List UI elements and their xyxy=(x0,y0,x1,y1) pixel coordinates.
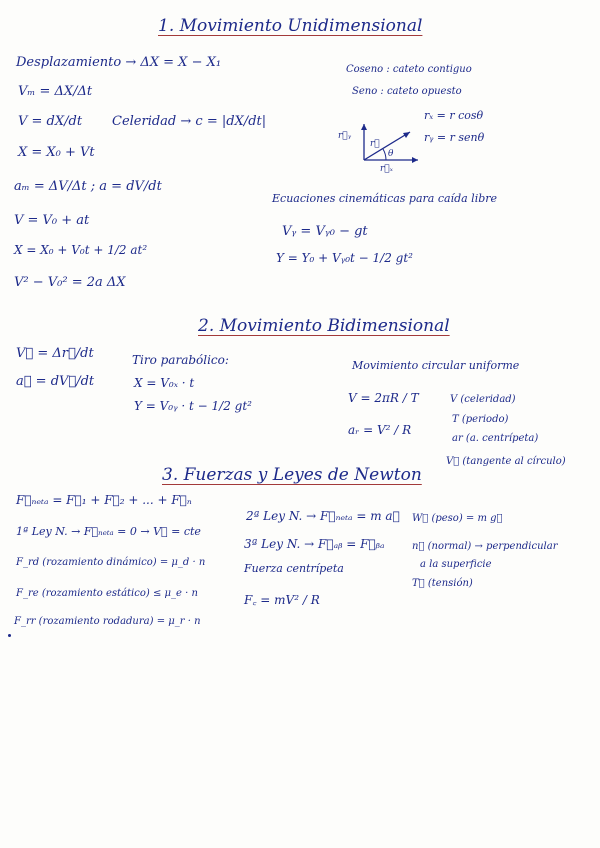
projectile-y: Y = V₀ᵧ · t − 1/2 gt² xyxy=(134,399,252,413)
rolling-friction: F_rr (rozamiento rodadura) = μ_r · n xyxy=(14,616,201,627)
normal-force-note: n⃗ (normal) → perpendicular xyxy=(412,541,558,552)
normal-force-note-2: a la superficie xyxy=(420,559,492,570)
rx-formula: rₓ = r cosθ xyxy=(424,109,484,122)
diagram-rx-label: r⃗ₓ xyxy=(380,164,393,174)
section-3-heading: 3. Fuerzas y Leyes de Newton xyxy=(162,465,422,485)
velocity-squared-formula: V² − V₀² = 2a ΔX xyxy=(14,275,126,290)
velocity-formula: V = dX/dt xyxy=(18,114,83,129)
position-accel-formula: X = X₀ + V₀t + 1/2 at² xyxy=(14,243,148,257)
circular-speed-formula: V = 2πR / T xyxy=(348,391,419,405)
centripetal-force-title: Fuerza centrípeta xyxy=(244,562,344,575)
speed-description: V (celeridad) xyxy=(450,394,516,405)
diagram-theta-label: θ xyxy=(388,149,394,159)
diagram-ry-label: r⃗ᵧ xyxy=(338,131,352,141)
circular-motion-title: Movimiento circular uniforme xyxy=(352,359,520,372)
static-friction: F_re (rozamiento estático) ≤ μ_e · n xyxy=(16,588,198,599)
ry-formula: rᵧ = r senθ xyxy=(424,131,485,144)
displacement-formula: Desplazamiento → ΔX = X − X₁ xyxy=(16,55,222,70)
sine-note: Seno : cateto opuesto xyxy=(352,86,462,97)
projectile-title: Tiro parabólico: xyxy=(132,353,229,367)
vector-accel-formula: a⃗ = dV⃗/dt xyxy=(16,374,95,389)
average-velocity-formula: Vₘ = ΔX/Δt xyxy=(18,84,93,99)
centripetal-force-formula: F꜀ = mV² / R xyxy=(244,593,320,607)
velocity-accel-formula: V = V₀ + at xyxy=(14,213,90,228)
position-formula: X = X₀ + Vt xyxy=(18,145,95,160)
cosine-note: Coseno : cateto contiguo xyxy=(346,64,472,75)
period-description: T (periodo) xyxy=(452,414,509,425)
speed-formula: Celeridad → c = |dX/dt| xyxy=(112,114,267,129)
projectile-x: X = V₀ₓ · t xyxy=(134,376,195,390)
newton-first-law: 1ª Ley N. → F⃗ₙₑₜₐ = 0 → V⃗ = cte xyxy=(16,525,201,538)
centripetal-accel-formula: aᵣ = V² / R xyxy=(348,423,412,437)
vector-velocity-formula: V⃗ = Δr⃗/dt xyxy=(16,346,94,361)
acceleration-formula: aₘ = ΔV/Δt ; a = dV/dt xyxy=(14,179,162,194)
diagram-r-label: r⃗ xyxy=(370,139,380,149)
net-force-formula: F⃗ₙₑₜₐ = F⃗₁ + F⃗₂ + ... + F⃗ₙ xyxy=(16,493,192,507)
tension-note: T⃗ (tensión) xyxy=(412,578,473,589)
free-fall-position: Y = Y₀ + Vᵧ₀t − 1/2 gt² xyxy=(276,251,413,265)
kinetic-friction: F_rd (rozamiento dinámico) = μ_d · n xyxy=(16,557,206,568)
free-fall-velocity: Vᵧ = Vᵧ₀ − gt xyxy=(282,224,368,239)
centripetal-description: ar (a. centrípeta) xyxy=(452,433,539,444)
section-2-heading: 2. Movimiento Bidimensional xyxy=(198,316,450,336)
free-fall-title: Ecuaciones cinemáticas para caída libre xyxy=(272,192,498,205)
newton-third-law: 3ª Ley N. → F⃗ₐᵦ = F⃗ᵦₐ xyxy=(244,537,385,551)
weight-formula: W⃗ (peso) = m g⃗ xyxy=(412,513,503,524)
section-1-heading: 1. Movimiento Unidimensional xyxy=(158,16,423,36)
pen-dot xyxy=(8,634,11,637)
newton-second-law: 2ª Ley N. → F⃗ₙₑₜₐ = m a⃗ xyxy=(246,509,400,523)
tangent-description: V⃗ (tangente al círculo) xyxy=(446,456,566,467)
